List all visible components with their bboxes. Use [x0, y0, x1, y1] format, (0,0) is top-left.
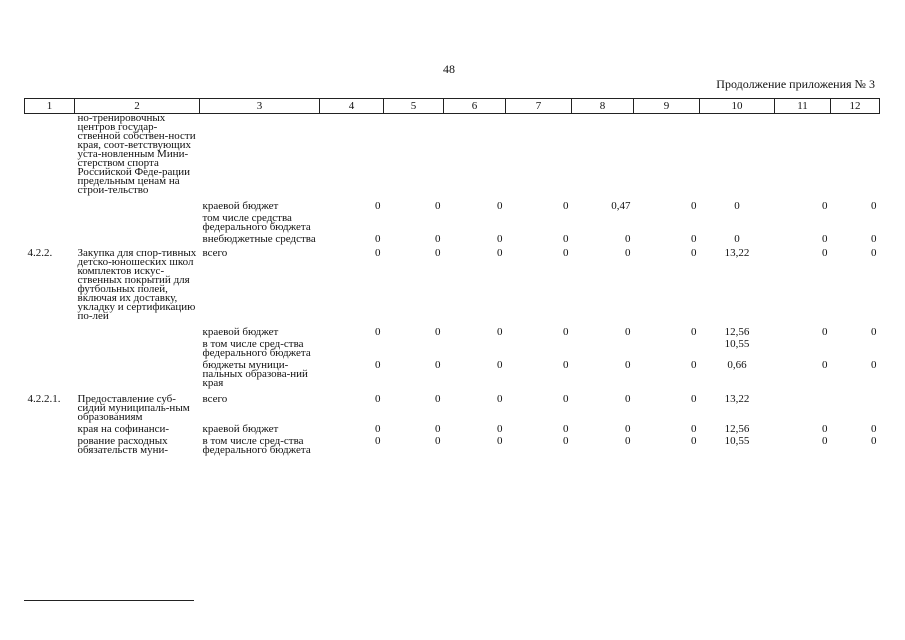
value-cell: 0 [375, 247, 381, 259]
value-cell: 0 [435, 423, 441, 435]
value-cell: 0 [563, 423, 569, 435]
value-cell [775, 212, 831, 233]
value-cell: 0 [822, 423, 828, 435]
value-cell [320, 114, 384, 197]
column-header: 1 [25, 99, 75, 114]
value-cell: 0 [822, 326, 828, 338]
funding-source: всего [202, 247, 228, 259]
value-cell: 0 [563, 435, 569, 447]
value-cell: 0 [625, 326, 631, 338]
value-cell: 0 [822, 247, 828, 259]
value-cell: 0 [691, 435, 697, 447]
value-cell: 0 [871, 423, 877, 435]
value-cell [320, 212, 384, 233]
value-cell: 0 [375, 435, 381, 447]
budget-table [24, 98, 880, 456]
item-code [25, 212, 75, 233]
value-cell: 0 [375, 359, 381, 371]
value-cell: 0 [497, 233, 503, 245]
item-description: Предоставление суб-сидий муниципаль-ным образованиям [77, 393, 190, 423]
value-cell: 0 [435, 359, 441, 371]
item-description [75, 322, 200, 338]
item-description [75, 233, 200, 245]
value-cell: 0 [625, 393, 631, 405]
value-cell: 0 [625, 247, 631, 259]
table-row [25, 212, 880, 233]
value-cell: 0 [497, 423, 503, 435]
value-cell: 0 [435, 393, 441, 405]
item-description [75, 338, 200, 359]
funding-source: краевой бюджет [202, 200, 279, 212]
value-cell: 0 [563, 247, 569, 259]
item-code: 4.2.2.1. [27, 393, 61, 405]
item-description: рование расходных обязательств муни- [77, 435, 169, 456]
table-row [25, 423, 880, 435]
value-cell: 0 [734, 200, 740, 212]
table-row [25, 245, 880, 322]
value-cell: 0 [435, 435, 441, 447]
value-cell: 0 [435, 233, 441, 245]
value-cell: 0,66 [727, 359, 747, 371]
value-cell: 0,47 [611, 200, 631, 212]
value-cell: 0 [871, 359, 877, 371]
value-cell [572, 212, 634, 233]
item-description [75, 196, 200, 212]
table-row [25, 114, 880, 197]
column-header: 2 [75, 99, 200, 114]
value-cell: 0 [691, 247, 697, 259]
value-cell [700, 114, 775, 197]
value-cell [506, 338, 572, 359]
funding-source: краевой бюджет [202, 326, 279, 338]
item-code [25, 196, 75, 212]
funding-source: бюджеты муници-пальных образова-ний края [202, 359, 308, 389]
table-row [25, 435, 880, 456]
value-cell: 10,55 [724, 338, 750, 350]
value-cell [634, 212, 700, 233]
value-cell: 0 [871, 326, 877, 338]
value-cell [506, 114, 572, 197]
bottom-rule [24, 600, 194, 601]
column-header: 8 [572, 99, 634, 114]
item-description: края на софинанси- [77, 423, 170, 435]
value-cell [634, 114, 700, 197]
value-cell: 0 [734, 233, 740, 245]
value-cell [831, 212, 880, 233]
item-code [25, 114, 75, 197]
page-number: 48 [443, 62, 455, 76]
value-cell [444, 212, 506, 233]
value-cell: 0 [497, 393, 503, 405]
item-code [25, 322, 75, 338]
funding-source [200, 114, 320, 197]
column-header: 5 [384, 99, 444, 114]
funding-source: в том числе сред-ства федерального бюджета [202, 338, 311, 359]
value-cell [572, 338, 634, 359]
value-cell [775, 338, 831, 359]
column-header: 11 [775, 99, 831, 114]
value-cell: 0 [691, 233, 697, 245]
table-row [25, 389, 880, 423]
value-cell: 12,56 [724, 326, 750, 338]
value-cell: 0 [871, 247, 877, 259]
value-cell: 0 [497, 247, 503, 259]
column-number-header [25, 99, 880, 114]
value-cell: 0 [691, 326, 697, 338]
column-header: 4 [320, 99, 384, 114]
value-cell: 0 [497, 435, 503, 447]
value-cell: 0 [691, 200, 697, 212]
item-description: Закупка для спор-тивных детско-юношеских школ комплектов искус-ственных покрытий для футбольных полей, включая их доставку, укладку и сертификацию по-лей [77, 247, 197, 322]
value-cell: 0 [691, 423, 697, 435]
column-header: 6 [444, 99, 506, 114]
value-cell [384, 114, 444, 197]
value-cell: 13,22 [724, 393, 750, 405]
value-cell [831, 389, 880, 423]
value-cell [444, 338, 506, 359]
column-header: 3 [200, 99, 320, 114]
column-header: 10 [700, 99, 775, 114]
item-description: но-тренировочных центров государ-ственной собствен-ности края, соот-ветствующих уста-новленным Мини-стерством спорта Российской Феде-рации предельным ценам на строи-тельство [77, 113, 196, 196]
value-cell [384, 338, 444, 359]
funding-source: в том числе сред-ства федерального бюджета [202, 435, 311, 456]
value-cell: 0 [625, 233, 631, 245]
item-code [25, 233, 75, 245]
table-row [25, 233, 880, 245]
value-cell [320, 338, 384, 359]
value-cell: 0 [375, 326, 381, 338]
value-cell: 0 [497, 326, 503, 338]
value-cell [700, 212, 775, 233]
value-cell: 0 [375, 200, 381, 212]
value-cell: 0 [822, 200, 828, 212]
column-header: 12 [831, 99, 880, 114]
value-cell: 0 [497, 200, 503, 212]
value-cell: 0 [375, 233, 381, 245]
value-cell [506, 212, 572, 233]
item-code [25, 359, 75, 389]
value-cell: 0 [822, 233, 828, 245]
value-cell [831, 114, 880, 197]
value-cell: 0 [563, 326, 569, 338]
value-cell: 0 [625, 435, 631, 447]
value-cell: 0 [871, 200, 877, 212]
column-header: 9 [634, 99, 700, 114]
value-cell: 0 [871, 233, 877, 245]
funding-source: том числе средства федерального бюджета [202, 212, 311, 233]
table-row [25, 338, 880, 359]
appendix-continuation-label: Продолжение приложения № 3 [716, 77, 875, 91]
value-cell [384, 212, 444, 233]
table-row [25, 196, 880, 212]
value-cell [444, 114, 506, 197]
item-code [25, 435, 75, 456]
value-cell [775, 389, 831, 423]
value-cell: 0 [563, 233, 569, 245]
item-code: 4.2.2. [27, 247, 53, 259]
value-cell: 13,22 [724, 247, 750, 259]
value-cell: 0 [691, 393, 697, 405]
value-cell: 0 [497, 359, 503, 371]
item-code [25, 423, 75, 435]
value-cell: 0 [625, 423, 631, 435]
value-cell: 0 [435, 200, 441, 212]
value-cell: 0 [822, 359, 828, 371]
funding-source: всего [202, 393, 228, 405]
value-cell: 0 [871, 435, 877, 447]
funding-source: внебюджетные средства [202, 233, 316, 245]
value-cell: 0 [563, 200, 569, 212]
value-cell: 0 [822, 435, 828, 447]
value-cell: 0 [563, 393, 569, 405]
table-row [25, 322, 880, 338]
value-cell [634, 338, 700, 359]
value-cell: 0 [691, 359, 697, 371]
funding-source: краевой бюджет [202, 423, 279, 435]
value-cell: 0 [375, 423, 381, 435]
value-cell [572, 114, 634, 197]
value-cell: 0 [563, 359, 569, 371]
value-cell: 12,56 [724, 423, 750, 435]
item-code [25, 338, 75, 359]
column-header: 7 [506, 99, 572, 114]
value-cell: 10,55 [724, 435, 750, 447]
table-row [25, 359, 880, 389]
value-cell: 0 [375, 393, 381, 405]
value-cell [775, 114, 831, 197]
item-description [75, 212, 200, 233]
value-cell [831, 338, 880, 359]
value-cell: 0 [625, 359, 631, 371]
value-cell: 0 [435, 326, 441, 338]
value-cell: 0 [435, 247, 441, 259]
item-description [75, 359, 200, 389]
